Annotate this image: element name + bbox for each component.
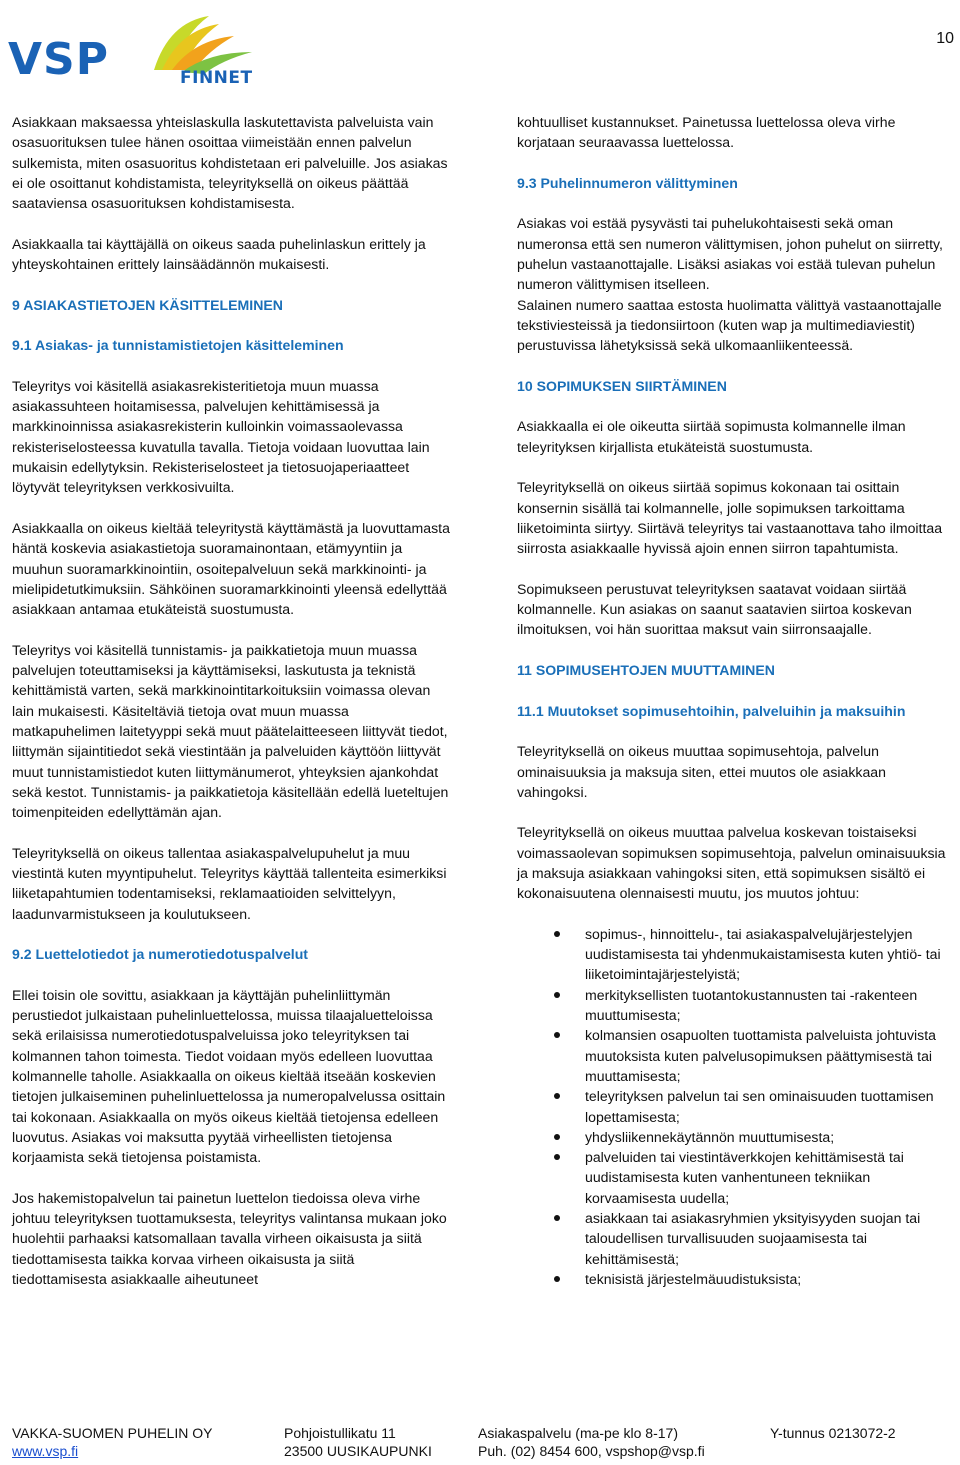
right-column <box>517 112 955 1289</box>
list-item: yhdysliikennekäytännön muuttumisesta; <box>585 1127 955 1147</box>
subsection-heading-9-1: 9.1 Asiakas- ja tunnistamistietojen käsitteleminen <box>12 337 344 354</box>
list-item: merkityksellisten tuotantokustannusten tai -rakenteen muuttumisesta; <box>585 985 955 1026</box>
footer-business-id: Y-tunnus 0213072-2 <box>770 1425 896 1441</box>
list-item: asiakkaan tai asiakasryhmien yksityisyyden suojan tai taloudellisen turvallisuuden suojaamisesta tai kehittämisestä; <box>585 1208 955 1269</box>
paragraph: Teleyritys voi käsitellä asiakasrekisteritietoja muun muassa asiakassuhteen hoitamisessa, palvelujen kehittämisessä ja markkinoinnissa asiakasrekisterin kulloinkin voimassaolevassa rekisteriselosteessa kuvatulla tavalla. Tietoja voidaan luovuttaa lain mukaisin edellytyksin. Rekisteriselosteet ja tietosuojaperiaatteet löytyvät teleyrityksen verkkosivuilta. <box>12 377 430 496</box>
paragraph: Asiakkaan maksaessa yhteislaskulla laskutettavista palveluista vain osasuorituksen tulee hänen osoittaa viimeistään ennen palvelun sulkemista, miten osasuoritus kohdistetaan eri palveluille. Jos asiakas ei ole osoittanut kohdistamista, teleyrityksellä on oikeus päättää saataviensa osasuorituksen kohdistamisesta. <box>12 114 448 212</box>
change-reasons-list <box>517 924 955 1289</box>
logo-finnet-text: FINNET <box>180 68 253 88</box>
list-item: teknisistä järjestelmäuudistuksista; <box>585 1269 955 1289</box>
subsection-heading-11-1: 11.1 Muutokset sopimusehtoihin, palveluihin ja maksuihin <box>517 702 906 719</box>
paragraph: Sopimukseen perustuvat teleyrityksen saatavat voidaan siirtää kolmannelle. Kun asiakas on saanut saatavien siirtoa koskevan ilmoituksen, voi hän suorittaa maksut vain siirronsaajalle. <box>517 580 912 638</box>
section-heading-11: 11 SOPIMUSEHTOJEN MUUTTAMINEN <box>517 662 775 679</box>
list-item: kolmansien osapuolten tuottamista palveluista johtuvista muutoksista kuten palvelusopimuksen päättymisestä tai muuttamisesta; <box>585 1025 955 1086</box>
paragraph: Salainen numero saattaa estosta huolimatta välittyä vastaanottajalle tekstiviesteissä ja tiedonsiirtoon (kuten wap ja multimediaviestit) perustuvissa lähetyksissä sekä ulkomaanliikenteessä. <box>517 296 942 354</box>
list-item: sopimus-, hinnoittelu-, tai asiakaspalvelujärjestelyjen uudistamisesta tai yhdenmukaistamisesta kuten yhtiö- tai liiketoimintajärjestelyistä; <box>585 924 955 985</box>
paragraph: Teleyrityksellä on oikeus tallentaa asiakaspalvelupuhelut ja muu viestintä kuten myyntipuhelut. Teleyritys käyttää tallenteita esimerkiksi liiketapahtumien todentamiseksi, reklamaatioiden selvittelyyn, laadunvarmistukseen ja koulutukseen. <box>12 844 447 922</box>
footer-contact: Puh. (02) 8454 600, vspshop@vsp.fi <box>478 1443 705 1459</box>
list-item: palveluiden tai viestintäverkkojen kehittämisestä tai uudistamisesta kuten vanhentuneen tekniikan korvaamisesta uudella; <box>585 1147 955 1208</box>
list-item: teleyrityksen palvelun tai sen ominaisuuden tuottamisen lopettamisesta; <box>585 1086 955 1127</box>
paragraph: Ellei toisin ole sovittu, asiakkaan ja käyttäjän puhelinliittymän perustiedot julkaistaan puhelinluettelossa, muissa tilaajaluetteloissa sekä erilaisissa numerotiedotuspalveluissa joko teleyrityksen tai kolmannen tahon toimesta. Tiedot voidaan myös edelleen luovuttaa kolmannelle taholle. Asiakkaalla on oikeus kieltää itseään koskevien tietojen julkaiseminen puhelinluettelossa ja numeropalvelussa osittain tai kokonaan. Asiakkaalla on myös oikeus kieltää tietojensa edelleen luovutus. Asiakas voi maksutta pyytää virheellisten tietojensa korjaamista sekä tietojensa poistamista. <box>12 986 446 1166</box>
paragraph: Teleyrityksellä on oikeus siirtää sopimus kokonaan tai osittain konsernin sisällä tai kolmannelle, jolle sopimuksen tarkoittama liiketoiminta siirtyy. Siirtävä teleyritys tai vastaanottava taho ilmoittaa siirrosta asiakkaalle hyvissä ajoin ennen siirron tapahtumista. <box>517 479 943 557</box>
paragraph: kohtuulliset kustannukset. Painetussa luettelossa oleva virhe korjataan seuraavassa luettelossa. <box>517 114 896 151</box>
footer-street: Pohjoistullikatu 11 <box>284 1425 396 1441</box>
left-column <box>12 112 452 1310</box>
paragraph: Asiakkaalla on oikeus kieltää teleyritystä käyttämästä ja luovuttamasta häntä koskevia asiakastietoja suoramainontaan, etämyyntiin ja muuhun suoramarkkinointiin, osoitepalveluun sekä markkinointi- ja mielipidetutkimuksiin. Sähköinen suoramarkkinointi yleensä edellyttää asiakkaan antamaa etukäteistä suostumusta. <box>12 519 450 618</box>
subsection-heading-9-2: 9.2 Luettelotiedot ja numerotiedotuspalvelut <box>12 946 309 963</box>
footer-business-id-block <box>770 1424 896 1442</box>
footer-service-hours: Asiakaspalvelu (ma-pe klo 8-17) <box>478 1425 678 1441</box>
paragraph: Jos hakemistopalvelun tai painetun luettelon tiedoissa oleva virhe johtuu teleyrityksen tuottamuksesta, teleyritys valintansa mukaan joko huolehtii parhaaksi katsomallaan tavalla virheen oikaisusta ja siitä tiedottamisesta taikka korvaa virheen oikaisusta ja siitä tiedottamisesta asiakkaalle aiheutuneet <box>12 1189 447 1287</box>
footer-service-block <box>478 1424 705 1460</box>
footer-website-link[interactable]: www.vsp.fi <box>12 1443 79 1459</box>
paragraph: Teleyrityksellä on oikeus muuttaa palvelua koskevan toistaiseksi voimassaolevan sopimuksen sopimusehtoja, palvelun ominaisuuksia ja maksuja asiakkaan vahingoksi siten, että sopimuksen sisältö ei kokonaisuutena olennaisesti muutu, jos muutos johtuu: <box>517 824 946 902</box>
paragraph: Asiakkaalla ei ole oikeutta siirtää sopimusta kolmannelle ilman teleyrityksen kirjallista etukäteistä suostumusta. <box>517 418 906 455</box>
paragraph: Teleyritys voi käsitellä tunnistamis- ja paikkatietoja muun muassa palvelujen toteuttamiseksi ja käyttämiseksi, laskutusta ja teknistä kehittämistä varten, sekä markkinointitarkoituksiin voimassa olevan lain mukaisesti. Käsiteltäviä tietoja ovat muun muassa matkapuhelimen laitetyyppi sekä muut päätelaitteeseen liittyvät tiedot, liittymän sijaintitiedot sekä viestintään ja palveluiden käyttöön liittyvät muut tunnistamistiedot kuten liittymänumerot, yhteyksien ajankohdat sekä kestot. Tunnistamis- ja paikkatietoja käsitellään edellä lueteltujen toimenpiteiden edellyttämän ajan. <box>12 641 449 821</box>
vsp-finnet-logo <box>4 12 264 90</box>
section-heading-10: 10 SOPIMUKSEN SIIRTÄMINEN <box>517 377 727 394</box>
paragraph: Teleyrityksellä on oikeus muuttaa sopimusehtoja, palvelun ominaisuuksia ja maksuja siten, ettei muutos ole asiakkaan vahingoksi. <box>517 743 886 800</box>
paragraph: Asiakkaalla tai käyttäjällä on oikeus saada puhelinlaskun erittely ja yhteyskohtainen erittely lainsäädännön mukaisesti. <box>12 235 426 273</box>
page-number: 10 <box>936 30 954 47</box>
logo-vsp-text: VSP <box>8 34 109 85</box>
footer-company-block <box>12 1424 212 1460</box>
footer-address-block <box>284 1424 432 1460</box>
section-heading-9: 9 ASIAKASTIETOJEN KÄSITTELEMINEN <box>12 296 283 313</box>
subsection-heading-9-3: 9.3 Puhelinnumeron välittyminen <box>517 174 738 191</box>
footer-city: 23500 UUSIKAUPUNKI <box>284 1443 432 1459</box>
footer-company-name: VAKKA-SUOMEN PUHELIN OY <box>12 1425 213 1441</box>
paragraph: Asiakas voi estää pysyvästi tai puhelukohtaisesti sekä oman numeronsa että sen numeron välittymisen, johon puhelut on siirretty, puhelun vastaanottajalle. Lisäksi asiakas voi estää tulevan puhelun numeron välittymisen itselleen. <box>517 215 943 293</box>
